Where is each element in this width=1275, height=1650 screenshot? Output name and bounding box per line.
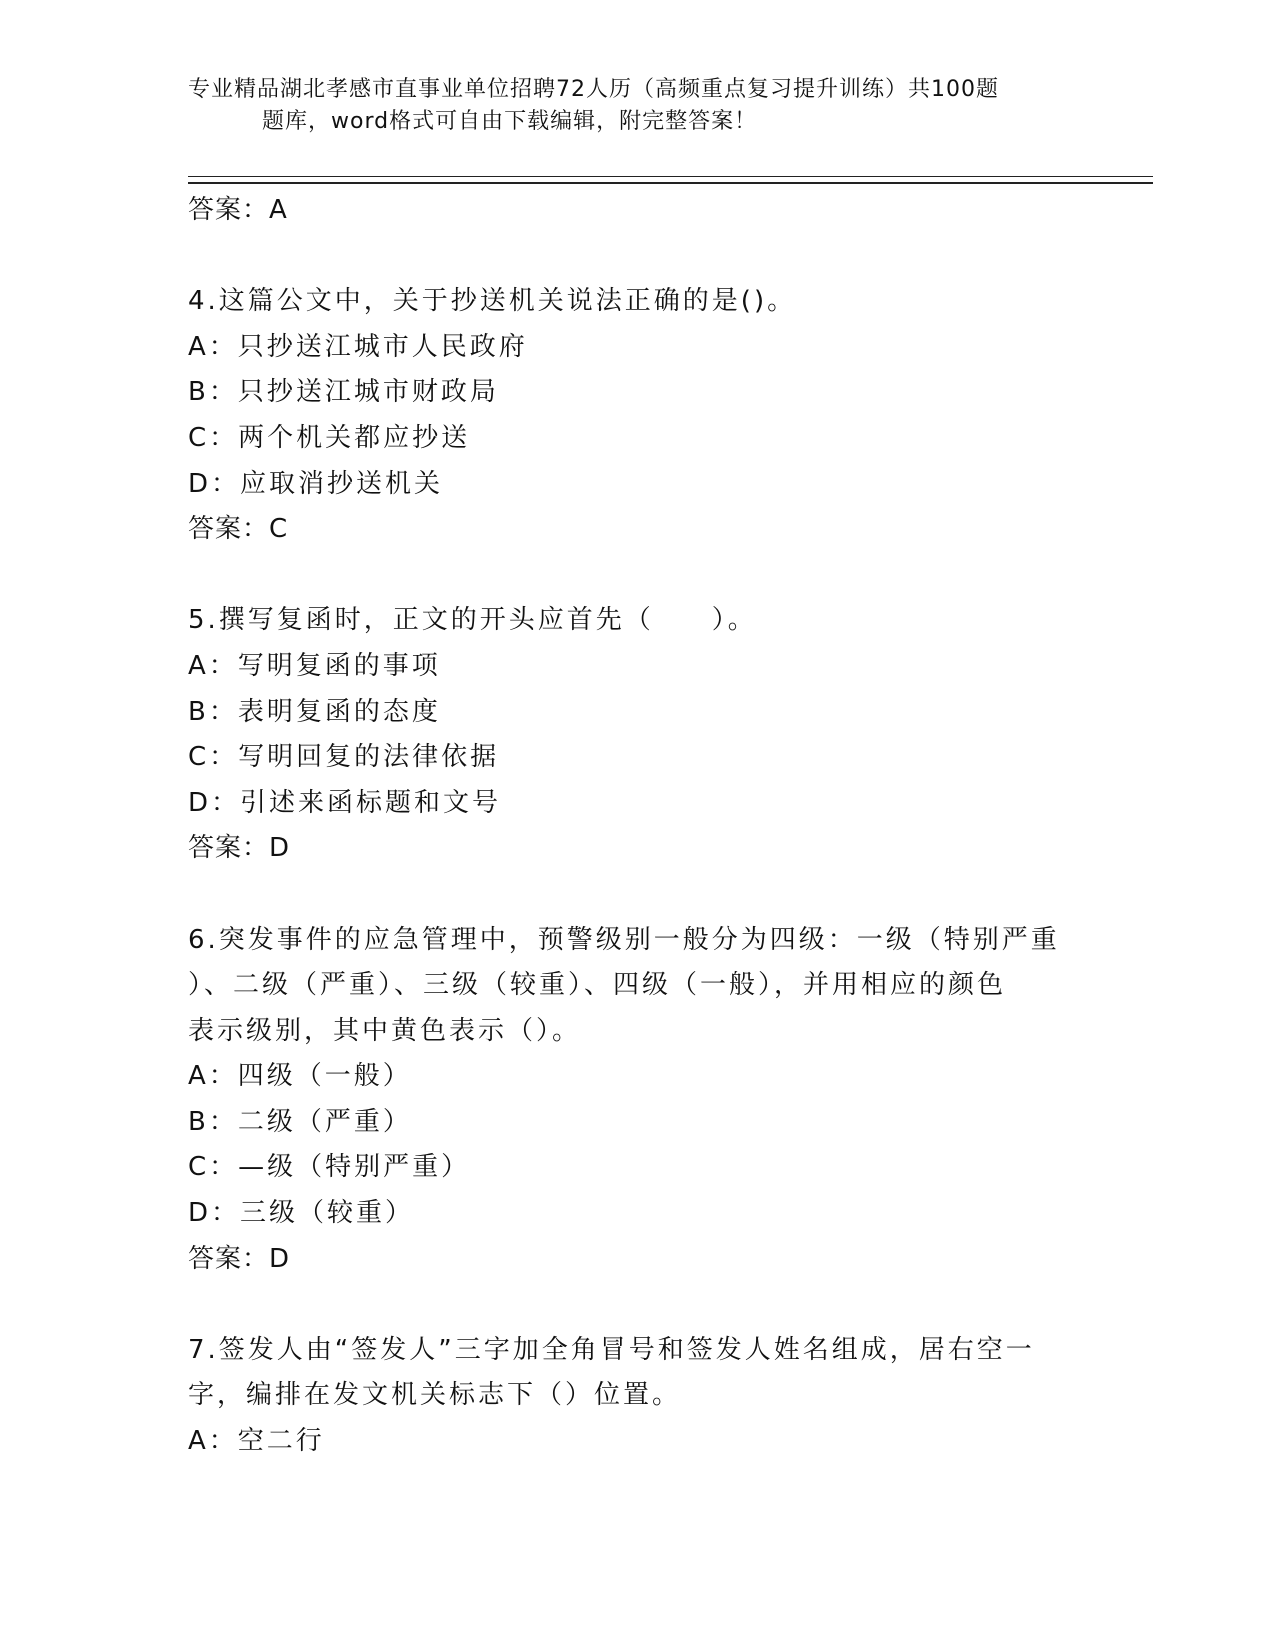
- question-stem: 7.签发人由“签发人”三字加全角冒号和签发人姓名组成，居右空一: [188, 1334, 1035, 1365]
- option-b: B：只抄送江城市财政局: [188, 377, 499, 408]
- option-c: C：写明回复的法律依据: [188, 742, 500, 773]
- option-a: A：写明复函的事项: [188, 650, 441, 681]
- spacer: [188, 553, 1088, 599]
- option-c: C：—级（特别严重）: [188, 1152, 471, 1183]
- question-block: [188, 598, 1088, 872]
- spacer: [188, 872, 1088, 918]
- answer-line: 答案：A: [188, 195, 288, 225]
- header-title-line-1: 专业精品湖北孝感市直事业单位招聘72人历（高频重点复习提升训练）共100题: [188, 77, 999, 102]
- header-divider-thick: [188, 182, 1153, 184]
- answer-line: 答案：C: [188, 514, 289, 545]
- question-block: [188, 1328, 1088, 1465]
- option-c: C：两个机关都应抄送: [188, 422, 471, 453]
- question-stem: 6.突发事件的应急管理中，预警级别一般分为四级：一级（特别严重: [188, 924, 1060, 955]
- option-a: A：空二行: [188, 1426, 325, 1457]
- question-stem: 字，编排在发文机关标志下（）位置。: [188, 1380, 682, 1411]
- question-block: [188, 279, 1088, 553]
- spacer: [188, 1282, 1088, 1328]
- option-b: B：表明复函的态度: [188, 696, 441, 727]
- option-a: A：只抄送江城市人民政府: [188, 331, 528, 362]
- option-d: D：三级（较重）: [188, 1198, 415, 1229]
- option-d: D：应取消抄送机关: [188, 468, 444, 499]
- option-a: A：四级（一般）: [188, 1061, 412, 1092]
- document-header: [188, 74, 1068, 138]
- answer-line: 答案：D: [188, 833, 291, 864]
- question-list: [188, 188, 1088, 1465]
- question-stem: ）、二级（严重）、三级（较重）、四级（一般），并用相应的颜色: [188, 970, 1007, 1001]
- option-d: D：引述来函标题和文号: [188, 787, 502, 818]
- question-stem: 表示级别，其中黄色表示（）。: [188, 1015, 582, 1046]
- option-b: B：二级（严重）: [188, 1106, 412, 1137]
- question-stem: 4.这篇公文中，关于抄送机关说法正确的是()。: [188, 286, 797, 317]
- question-block: [188, 918, 1088, 1283]
- header-divider-thin: [188, 176, 1153, 177]
- header-title-line-2: 题库，word格式可自由下载编辑，附完整答案！: [262, 109, 758, 134]
- spacer: [188, 234, 1088, 280]
- answer-line: 答案：D: [188, 1243, 291, 1274]
- question-stem: 5.撰写复函时，正文的开头应首先（ ）。: [188, 605, 757, 636]
